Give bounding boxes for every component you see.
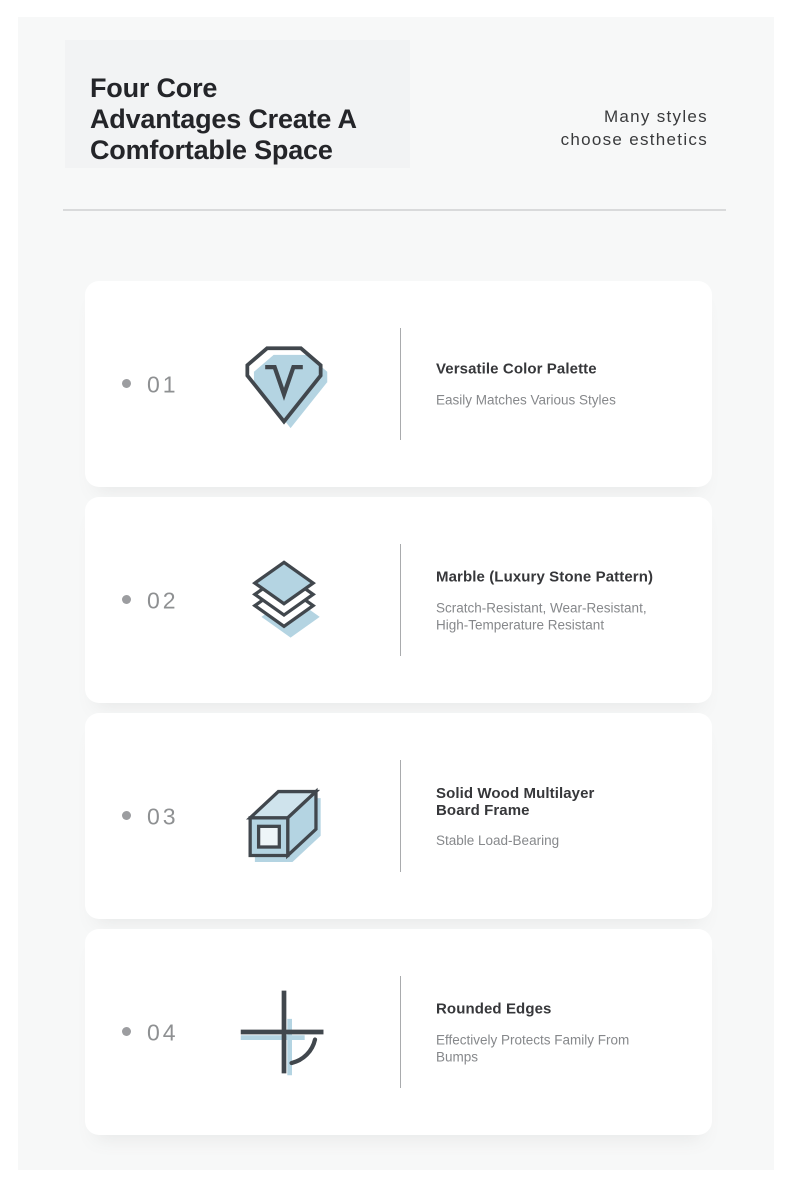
content-panel: [18, 17, 774, 1170]
bullet-dot: [122, 811, 131, 820]
bullet-dot: [122, 379, 131, 388]
card-title: Rounded Edges: [436, 1000, 552, 1018]
tagline: [561, 105, 708, 151]
card-title: Solid Wood Multilayer Board Frame: [436, 784, 595, 819]
card-number: 03: [147, 803, 179, 830]
rounded-corner-icon: [237, 985, 331, 1079]
header-divider: [63, 209, 726, 211]
tagline-line: Many styles: [603, 107, 708, 126]
advantage-card-list: [85, 281, 712, 1135]
card-divider: [400, 544, 401, 656]
card-subtitle: Stable Load-Bearing: [436, 832, 560, 848]
board-frame-icon: [237, 769, 331, 863]
card-divider: [400, 976, 401, 1088]
card-title: Marble (Luxury Stone Pattern): [436, 568, 654, 586]
card-text: [436, 786, 706, 849]
card-text: [436, 1002, 706, 1066]
gem-icon: [237, 337, 331, 431]
card-divider: [400, 328, 401, 440]
card-text: [436, 570, 706, 634]
card-subtitle: Scratch-Resistant, Wear-Resistant, High-Temperature Resistant: [436, 600, 647, 633]
card-text: [436, 362, 706, 409]
bullet-dot: [122, 595, 131, 604]
card-title: Versatile Color Palette: [436, 360, 597, 378]
card-subtitle: Easily Matches Various Styles: [436, 392, 616, 408]
advantage-card-1: [85, 281, 712, 487]
card-number: 01: [147, 371, 179, 398]
advantage-card-2: [85, 497, 712, 703]
page-title-line: Four Core: [90, 73, 218, 103]
card-subtitle: Effectively Protects Family From Bumps: [436, 1032, 630, 1065]
card-number: 04: [147, 1019, 179, 1046]
card-number: 02: [147, 587, 179, 614]
page-title: [90, 73, 357, 166]
advantage-card-3: [85, 713, 712, 919]
bullet-dot: [122, 1027, 131, 1036]
advantage-card-4: [85, 929, 712, 1135]
layers-icon: [237, 553, 331, 647]
page-title-line: Advantages Create A: [90, 104, 357, 134]
page-title-line: Comfortable Space: [90, 135, 333, 165]
card-divider: [400, 760, 401, 872]
tagline-line: choose esthetics: [560, 130, 708, 149]
